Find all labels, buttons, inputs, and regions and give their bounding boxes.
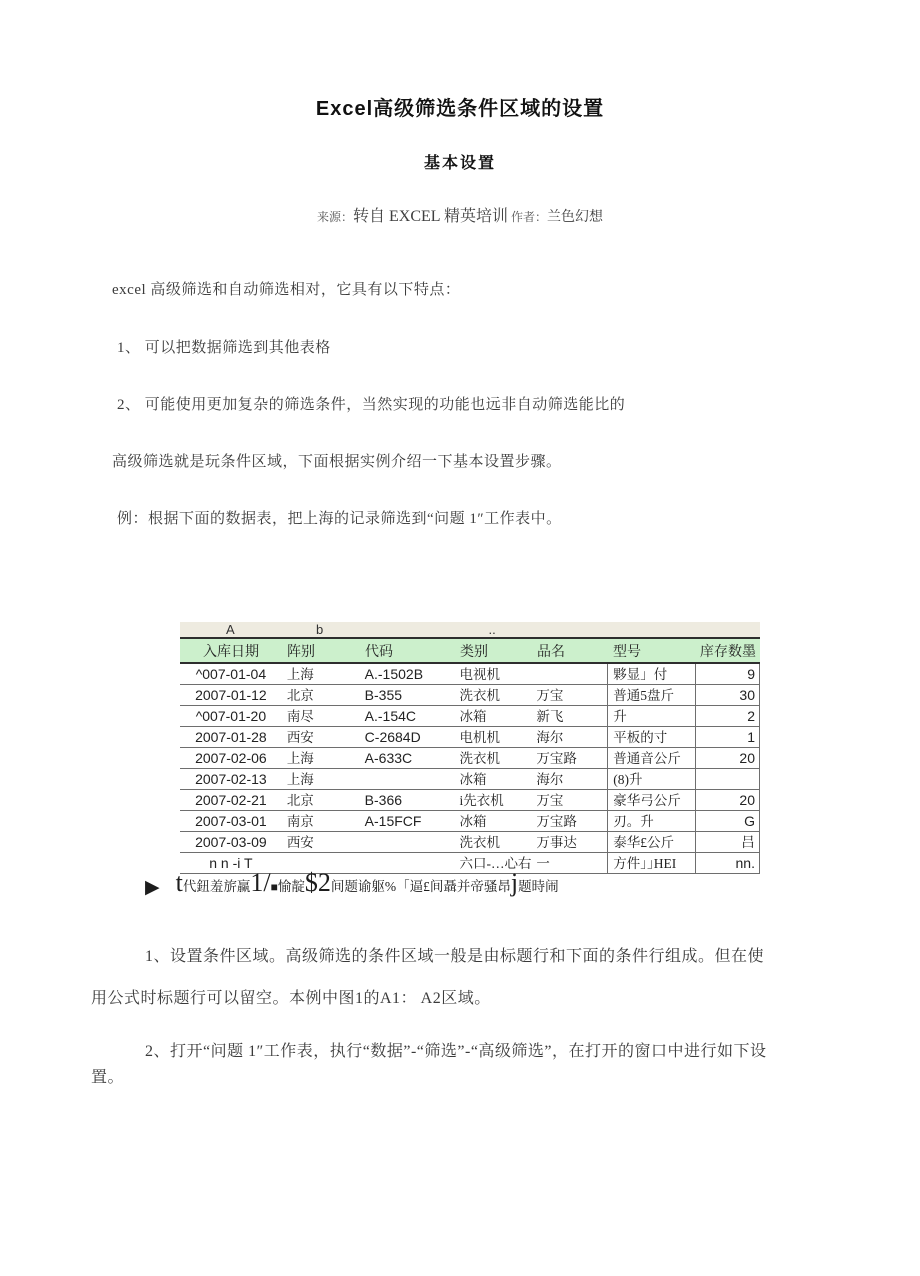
table-cell: 2007-02-13 (195, 771, 267, 787)
table-row (180, 748, 759, 769)
column-letter: b (316, 622, 324, 637)
table-cell: 普通5盘斤 (607, 685, 695, 705)
source-line (0, 203, 920, 226)
table-cell (531, 664, 607, 684)
table-cell: 2007-02-21 (195, 792, 267, 808)
table-cell: 吕 (695, 832, 759, 852)
table-cell: 冰箱 (459, 709, 487, 724)
caption-text (175, 868, 559, 897)
table-cell: A.-154C (364, 708, 417, 724)
column-letter: .. (488, 622, 496, 637)
table-caption (145, 868, 845, 899)
table-cell: ^007-01-04 (195, 666, 267, 682)
table-cell: 2007-01-28 (195, 729, 267, 745)
table-cell: 2007-01-12 (195, 687, 267, 703)
table-cell: (8)升 (607, 769, 695, 789)
play-arrow-icon: ▶ (145, 876, 160, 898)
step1-line1: 1、设置条件区域。高级筛选的条件区域一般是由标题行和下面的条件行组成。但在使 (145, 948, 765, 965)
caption-segment: 题時闹 (518, 879, 559, 894)
table-cell: ^007-01-20 (195, 708, 267, 724)
table-row (180, 832, 759, 853)
caption-segment: ■ (270, 880, 278, 894)
table-header-cell: 庠存数墨 (700, 645, 756, 660)
table-cell: C-2684D (364, 729, 421, 745)
table-cell: 西安 (286, 835, 314, 850)
table-cell: 新飞 (536, 709, 564, 724)
table-header-cell: 型号 (613, 645, 641, 660)
table-cell: i先衣机 (459, 793, 504, 808)
table-cell: 20 (695, 790, 759, 810)
page-subtitle: 基本设置 (423, 155, 496, 172)
table-row (180, 790, 759, 811)
table-row (180, 664, 759, 685)
column-letter: A (226, 622, 235, 637)
caption-segment: 1/ (250, 868, 271, 897)
table-cell: 升 (607, 706, 695, 726)
table-cell: 上海 (286, 667, 314, 682)
author-value: 兰色幻想 (547, 210, 603, 225)
table-row (180, 811, 759, 832)
step2-line1: 2、打开“问题 1″工作表，执行“数据”-“筛选”-“高级筛选”，在打开的窗口中进行如下设 (145, 1043, 767, 1060)
data-table (180, 622, 760, 874)
table-cell: 1 (695, 727, 759, 747)
table-cell: 洗衣机 (459, 835, 500, 850)
caption-segment: 间题谕躯%「逼£间聶并帝骚昂 (330, 879, 511, 894)
table-cell: 南京 (286, 814, 314, 829)
table-cell: 万事达 (536, 835, 577, 850)
table-cell: 电视机 (459, 667, 500, 682)
table-cell: 上海 (286, 772, 314, 787)
column-letters-row (180, 622, 760, 637)
table-cell: 冰箱 (459, 814, 487, 829)
paragraph-example: 例：根据下面的数据表，把上海的记录筛选到“问题 1″工作表中。 (117, 511, 562, 527)
table-cell: 方件｣｣HEI (607, 853, 695, 873)
table-row (180, 727, 759, 748)
table-cell (695, 769, 759, 789)
table-cell: 洗衣机 (459, 751, 500, 766)
table-row (180, 706, 759, 727)
table-header-cell: 代码 (365, 645, 393, 660)
caption-segment: $2 (304, 868, 331, 897)
table-cell: 冰箱 (459, 772, 487, 787)
table-cell: 海尔 (536, 730, 564, 745)
page-title: Excel高级筛选条件区域的设置 (315, 98, 605, 120)
table-cell: 9 (695, 664, 759, 684)
table-cell: G (695, 811, 759, 831)
table-cell: B-366 (364, 792, 403, 808)
table-cell: 西安 (286, 730, 314, 745)
author-label: 作者： (507, 210, 547, 224)
table-cell: nn. (695, 853, 759, 873)
table-body (180, 664, 760, 874)
table-cell: 2 (695, 706, 759, 726)
table-row (180, 769, 759, 790)
table-cell: A-633C (364, 750, 413, 766)
table-cell: 南尽 (286, 709, 314, 724)
caption-segment: t (175, 868, 183, 897)
table-cell: 万宝 (536, 688, 564, 703)
table-header-cell: 入库日期 (203, 645, 259, 660)
table-cell: 上海 (286, 751, 314, 766)
table-cell: 北京 (286, 793, 314, 808)
step2-line2: 置。 (91, 1069, 125, 1086)
table-cell: 海尔 (536, 772, 564, 787)
table-cell: n n -i T (209, 855, 253, 871)
table-cell: 2007-02-06 (195, 750, 267, 766)
table-cell: 北京 (286, 688, 314, 703)
table-cell: B-355 (364, 687, 403, 703)
table-cell: 电机机 (459, 730, 500, 745)
table-cell: 万宝路 (536, 814, 577, 829)
paragraph-point2: 2、 可能使用更加复杂的筛选条件，当然实现的功能也远非自动筛选能比的 (117, 397, 626, 413)
paragraph-point1: 1、 可以把数据筛选到其他表格 (117, 340, 331, 356)
table-cell: 平板的寸 (607, 727, 695, 747)
table-cell: 六口-…心右 (459, 856, 532, 871)
table-cell: 万宝路 (536, 751, 577, 766)
table-cell: 2007-03-01 (195, 813, 267, 829)
table-cell: 洗衣机 (459, 688, 500, 703)
table-header-cell: 类别 (460, 645, 488, 660)
caption-segment: j (510, 868, 519, 897)
table-header-cell: 阵别 (287, 645, 315, 660)
table-cell: 泰华£公斤 (607, 832, 695, 852)
table-cell: A-15FCF (364, 813, 422, 829)
step1-line2: 用公式时标题行可以留空。本例中图1的A1： A2区域。 (91, 990, 491, 1007)
paragraph-lead: 高级筛选就是玩条件区域，下面根据实例介绍一下基本设置步骤。 (112, 454, 562, 470)
table-header-cell: 品名 (537, 645, 565, 660)
table-cell: 一 (536, 856, 550, 871)
table-cell: A.-1502B (364, 666, 424, 682)
table-cell: 豪华弓公斤 (607, 790, 695, 810)
paragraph-intro: excel 高级筛选和自动筛选相对，它具有以下特点： (112, 282, 461, 298)
table-cell: 万宝 (536, 793, 564, 808)
caption-segment: 愉靛 (277, 879, 305, 894)
table-row (180, 685, 759, 706)
source-value: 转自 EXCEL 精英培训 (353, 208, 508, 225)
table-cell: 夥显」付 (607, 664, 695, 684)
table-cell: 30 (695, 685, 759, 705)
table-cell: 20 (695, 748, 759, 768)
table-cell: 2007-03-09 (195, 834, 267, 850)
source-label: 来源： (317, 210, 354, 224)
table-cell: 刃。升 (607, 811, 695, 831)
table-cell (360, 832, 455, 852)
caption-segment: 代鈕羞旂赢 (182, 879, 251, 894)
table-cell: 普通音公斤 (607, 748, 695, 768)
table-header-row (180, 637, 760, 664)
table-cell (360, 769, 455, 789)
